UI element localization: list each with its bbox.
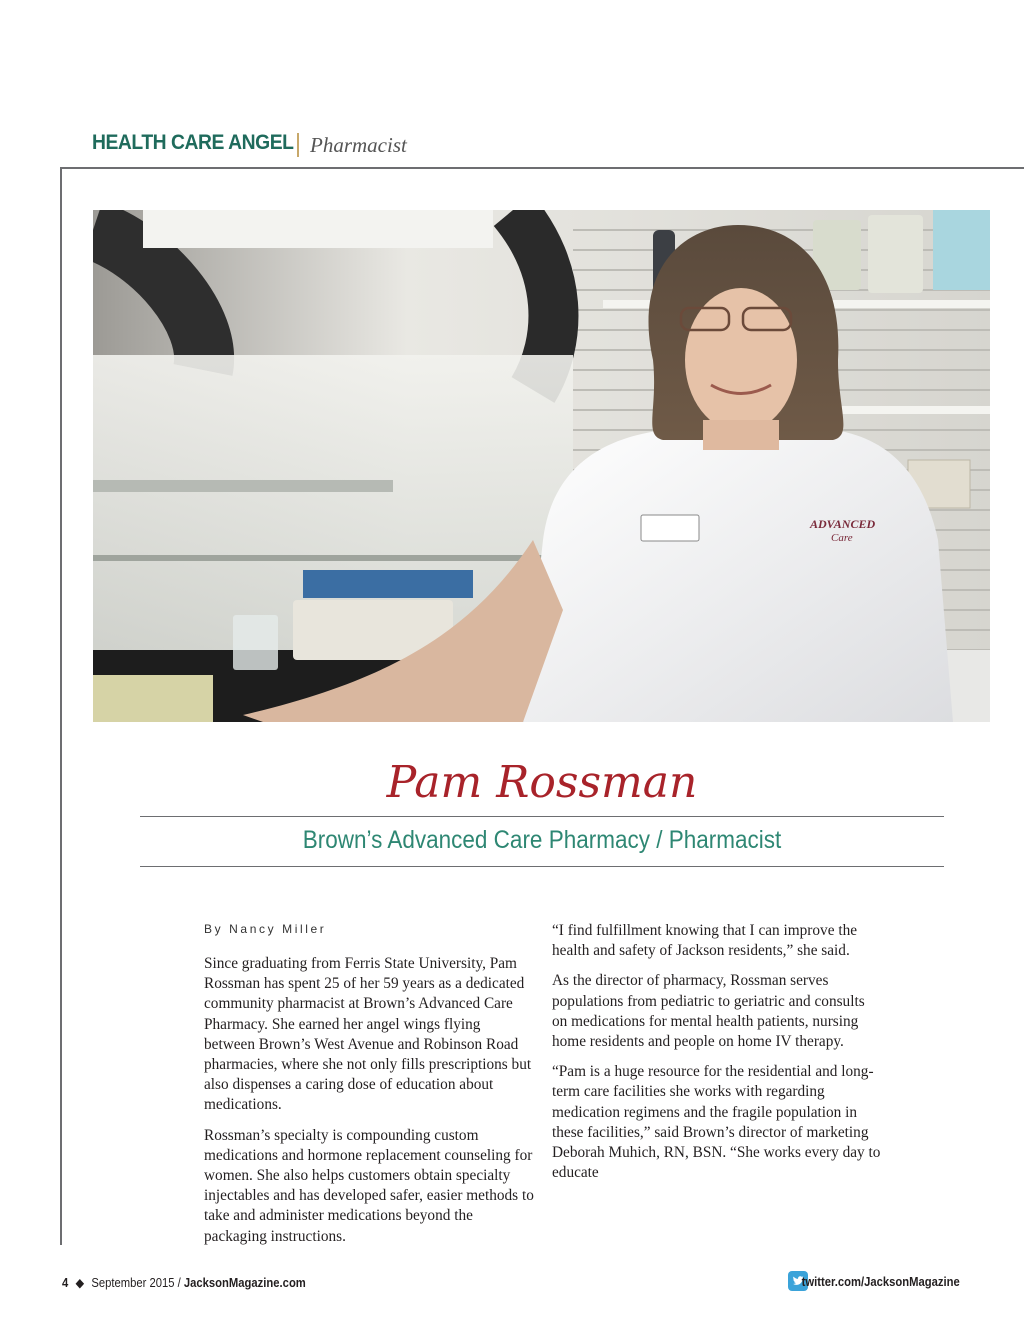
article-column-1 <box>204 954 534 1257</box>
header-divider <box>297 133 299 157</box>
paragraph: “Pam is a huge resource for the residential and long-term care facilities she works with regarding medication regimens and the fragile population in these facilities,” said Brown’s director of marketing Deborah Muhich, RN, BSN. “She works every day to educate <box>552 1063 881 1182</box>
person-face <box>685 288 797 432</box>
paragraph: As the director of pharmacy, Rossman serves populations from pediatric to geriatric and consults on medications for mental health patients, nursing home residents and people on home IV therapy. <box>552 972 865 1051</box>
jar <box>868 215 923 293</box>
footer-date: September 2015 / <box>91 1276 184 1290</box>
paragraph: Rossman’s specialty is compounding custom medications and hormone replacement counseling for women. She also helps customers obtain specialty injectables and has developed safer, easier methods to take and administer medications beyond the packaging instructions. <box>204 1126 534 1245</box>
paragraph: “I find fulfillment knowing that I can improve the health and safety of Jackson residents,” she said. <box>552 922 858 960</box>
beaker <box>233 615 278 670</box>
diamond-icon: ◆ <box>75 1276 85 1290</box>
byline-author: Nancy Miller <box>229 922 327 936</box>
hood-top <box>143 210 493 248</box>
hood-rail <box>93 480 393 492</box>
shirt-logo-line1: ADVANCED <box>810 517 876 531</box>
frame-top-rule <box>60 167 1024 169</box>
footer-site-link[interactable]: JacksonMagazine.com <box>183 1276 306 1290</box>
person-shirt <box>523 428 953 722</box>
twitter-handle-link[interactable]: twitter.com/JacksonMagazine <box>801 1275 960 1289</box>
section-subtitle: Pharmacist <box>310 133 407 157</box>
name-badge <box>641 515 699 541</box>
paragraph: Since graduating from Ferris State University, Pam Rossman has spent 25 of her 59 years as a dedicated community pharmacist at Brown’s Advanced Care Pharmacy. She earned her angel wings flying between Brown’s West Avenue and Robinson Road pharmacies, where she not only fills prescriptions but also dispenses a caring dose of education about medications. <box>204 955 532 1114</box>
page-number: 4 <box>62 1276 69 1290</box>
hood-rail <box>93 555 563 561</box>
footer-left <box>62 1275 306 1290</box>
title-rule-top <box>140 816 944 817</box>
byline-by: By <box>204 922 224 936</box>
feature-photo <box>93 210 990 722</box>
person-neck <box>703 420 779 450</box>
article-column-2 <box>552 921 882 1193</box>
profile-subtitle: Brown’s Advanced Care Pharmacy / Pharmacist <box>302 826 782 854</box>
byline <box>204 922 326 936</box>
profile-name: Pam Rossman <box>386 757 698 808</box>
supply-box <box>933 210 990 290</box>
section-title: HEALTH CARE ANGEL <box>92 131 294 154</box>
title-rule-bottom <box>140 866 944 867</box>
shirt-logo-line2: Care <box>831 532 853 544</box>
frame-left-rule <box>60 167 62 1245</box>
pharmacy-lab-photo <box>93 210 990 722</box>
stirrer-tray <box>303 570 473 598</box>
scale <box>93 675 213 722</box>
